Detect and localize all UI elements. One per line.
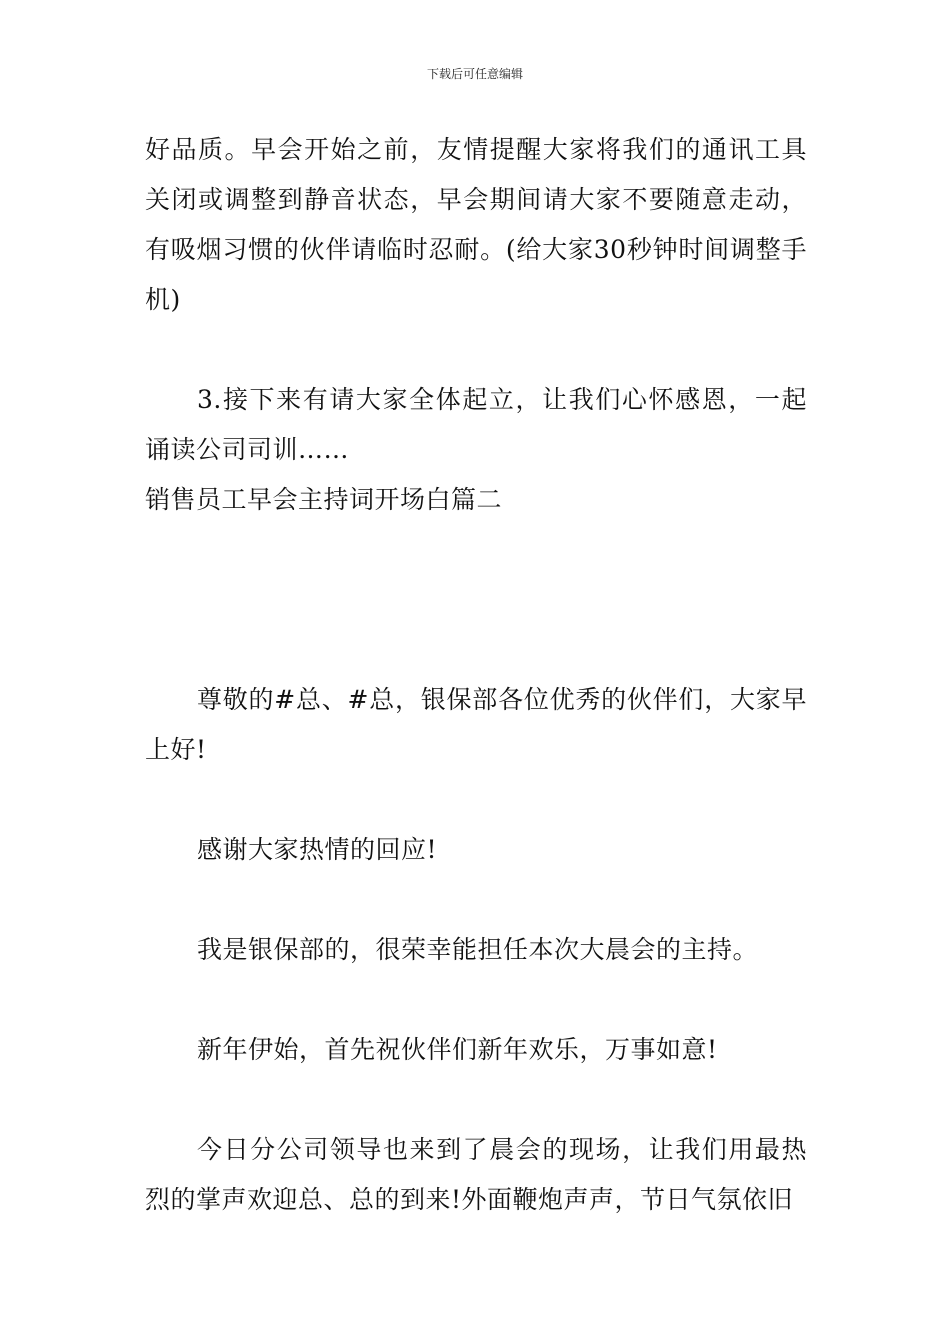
paragraph-new-year-wish: 新年伊始，首先祝伙伴们新年欢乐，万事如意! xyxy=(197,1035,718,1064)
section-heading: 销售员工早会主持词开场白篇二 xyxy=(145,485,503,514)
page-header: 下载后可任意编辑 xyxy=(426,67,523,81)
paragraph-host-intro: 我是银保部的，很荣幸能担任本次大晨会的主持。 xyxy=(197,935,759,964)
document-body xyxy=(145,125,807,1225)
paragraph-step-3: 3.接下来有请大家全体起立，让我们心怀感恩，一起诵读公司司训…… xyxy=(145,385,807,464)
paragraph-welcome-leaders: 今日分公司领导也来到了晨会的现场，让我们用最热烈的掌声欢迎总、总的到来!外面鞭炮声声，节日气氛依旧 xyxy=(145,1135,807,1214)
paragraph-greeting: 尊敬的#总、#总，银保部各位优秀的伙伴们，大家早上好! xyxy=(145,685,807,764)
paragraph-thanks: 感谢大家热情的回应! xyxy=(197,835,438,864)
paragraph-intro-continued: 好品质。早会开始之前，友情提醒大家将我们的通讯工具关闭或调整到静音状态，早会期间请大家不要随意走动，有吸烟习惯的伙伴请临时忍耐。(给大家30秒钟时间调整手机) xyxy=(145,135,807,314)
